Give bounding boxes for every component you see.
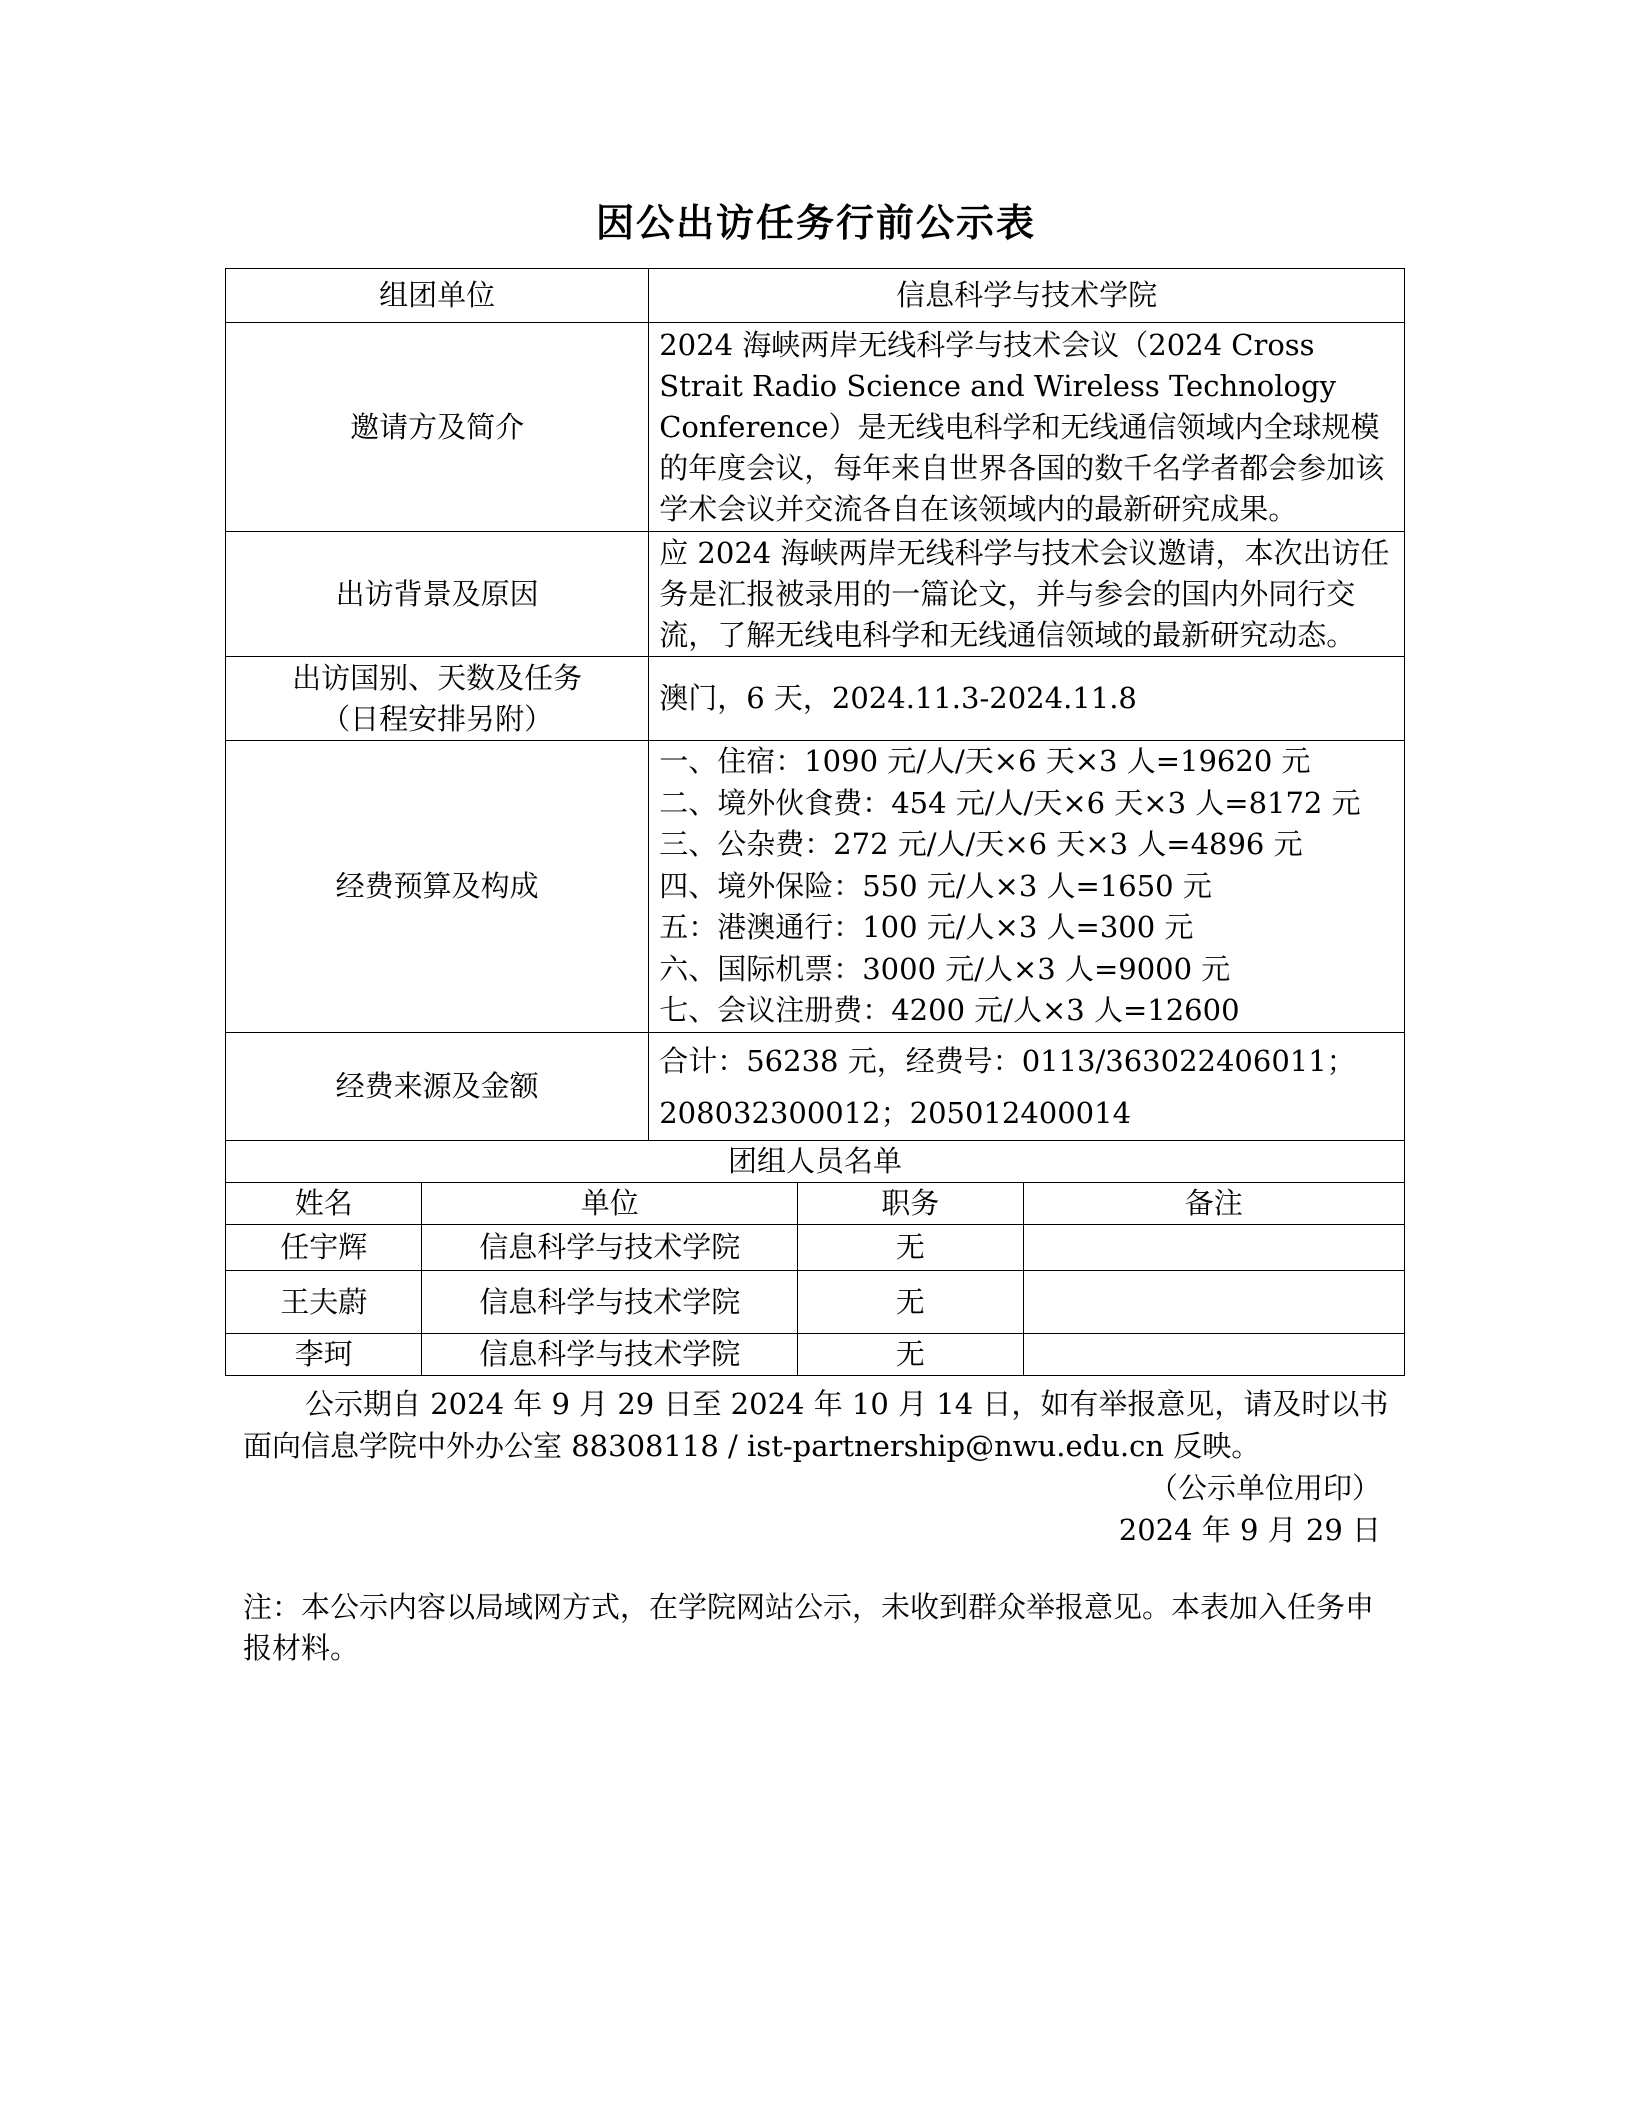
notice-text: 公示期自 2024 年 9 月 29 日至 2024 年 10 月 14 日，如有举报意见，请及时以书面向信息学院中外办公室 88308118 / ist-partnership@nwu.edu.cn 反映。	[243, 1387, 1389, 1463]
member-name: 王夫蔚	[226, 1271, 422, 1334]
member-name: 任宇辉	[226, 1225, 422, 1271]
row-inviter	[226, 323, 1405, 532]
destination-label-line1: 出访国别、天数及任务	[292, 660, 583, 695]
budget-item: 六、国际机票：3000 元/人×3 人=9000 元	[659, 951, 1231, 986]
budget-item: 三、公杂费：272 元/人/天×6 天×3 人=4896 元	[659, 827, 1303, 862]
member-unit: 信息科学与技术学院	[422, 1334, 798, 1376]
table-row	[226, 1334, 1405, 1376]
members-heading: 团组人员名单	[226, 1141, 1405, 1183]
members-header-row	[226, 1183, 1405, 1225]
inviter-value: 2024 海峡两岸无线科学与技术会议（2024 Cross Strait Radio Science and Wireless Technology Conference）是无线电科学和无线通信领域内全球规模的年度会议，每年来自世界各国的数千名学者都会参加该学术会议并交流各自在该领域内的最新研究成果。	[649, 323, 1405, 532]
member-position: 无	[798, 1271, 1024, 1334]
member-remark	[1023, 1271, 1404, 1334]
notice-section	[243, 1383, 1393, 1551]
group-unit-value: 信息科学与技术学院	[649, 269, 1405, 323]
member-position: 无	[798, 1334, 1024, 1376]
row-members-heading	[226, 1141, 1405, 1183]
budget-item: 二、境外伙食费：454 元/人/天×6 天×3 人=8172 元	[659, 785, 1361, 820]
row-destination	[226, 657, 1405, 741]
row-background	[226, 532, 1405, 657]
header-name: 姓名	[226, 1183, 422, 1225]
inviter-label: 邀请方及简介	[226, 323, 649, 532]
notice-date: 2024 年 9 月 29 日	[1118, 1513, 1381, 1547]
background-label: 出访背景及原因	[226, 532, 649, 657]
budget-item: 一、住宿：1090 元/人/天×6 天×3 人=19620 元	[659, 744, 1311, 779]
budget-items	[649, 741, 1405, 1033]
header-unit: 单位	[422, 1183, 798, 1225]
member-remark	[1023, 1334, 1404, 1376]
footnote: 注：本公示内容以局域网方式，在学院网站公示，未收到群众举报意见。本表加入任务申报材料。	[243, 1590, 1375, 1665]
table-row	[226, 1225, 1405, 1271]
notice-seal: （公示单位用印）	[1148, 1471, 1381, 1505]
member-remark	[1023, 1225, 1404, 1271]
row-funding	[226, 1033, 1405, 1141]
background-value: 应 2024 海峡两岸无线科学与技术会议邀请，本次出访任务是汇报被录用的一篇论文，并与参会的国内外同行交流，了解无线电科学和无线通信领域的最新研究动态。	[649, 532, 1405, 657]
group-unit-label: 组团单位	[226, 269, 649, 323]
member-unit: 信息科学与技术学院	[422, 1225, 798, 1271]
funding-line1: 合计：56238 元，经费号：0113/363022406011；	[659, 1043, 1356, 1078]
page-title: 因公出访任务行前公示表	[595, 200, 1036, 245]
funding-line2: 208032300012；205012400014	[659, 1095, 1132, 1130]
destination-value: 澳门，6 天，2024.11.3-2024.11.8	[649, 657, 1405, 741]
budget-item: 五：港澳通行：100 元/人×3 人=300 元	[659, 910, 1194, 945]
budget-label: 经费预算及构成	[226, 741, 649, 1033]
funding-label: 经费来源及金额	[226, 1033, 649, 1141]
header-position: 职务	[798, 1183, 1024, 1225]
header-remark: 备注	[1023, 1183, 1404, 1225]
row-group-unit	[226, 269, 1405, 323]
funding-value	[649, 1033, 1405, 1141]
table-row	[226, 1271, 1405, 1334]
destination-label-line2: （日程安排另附）	[321, 701, 554, 736]
destination-label	[226, 657, 649, 741]
budget-item: 七、会议注册费：4200 元/人×3 人=12600	[659, 993, 1240, 1028]
member-position: 无	[798, 1225, 1024, 1271]
member-unit: 信息科学与技术学院	[422, 1271, 798, 1334]
row-budget	[226, 741, 1405, 1033]
member-name: 李珂	[226, 1334, 422, 1376]
disclosure-table	[225, 268, 1405, 1376]
budget-item: 四、境外保险：550 元/人×3 人=1650 元	[659, 868, 1212, 903]
